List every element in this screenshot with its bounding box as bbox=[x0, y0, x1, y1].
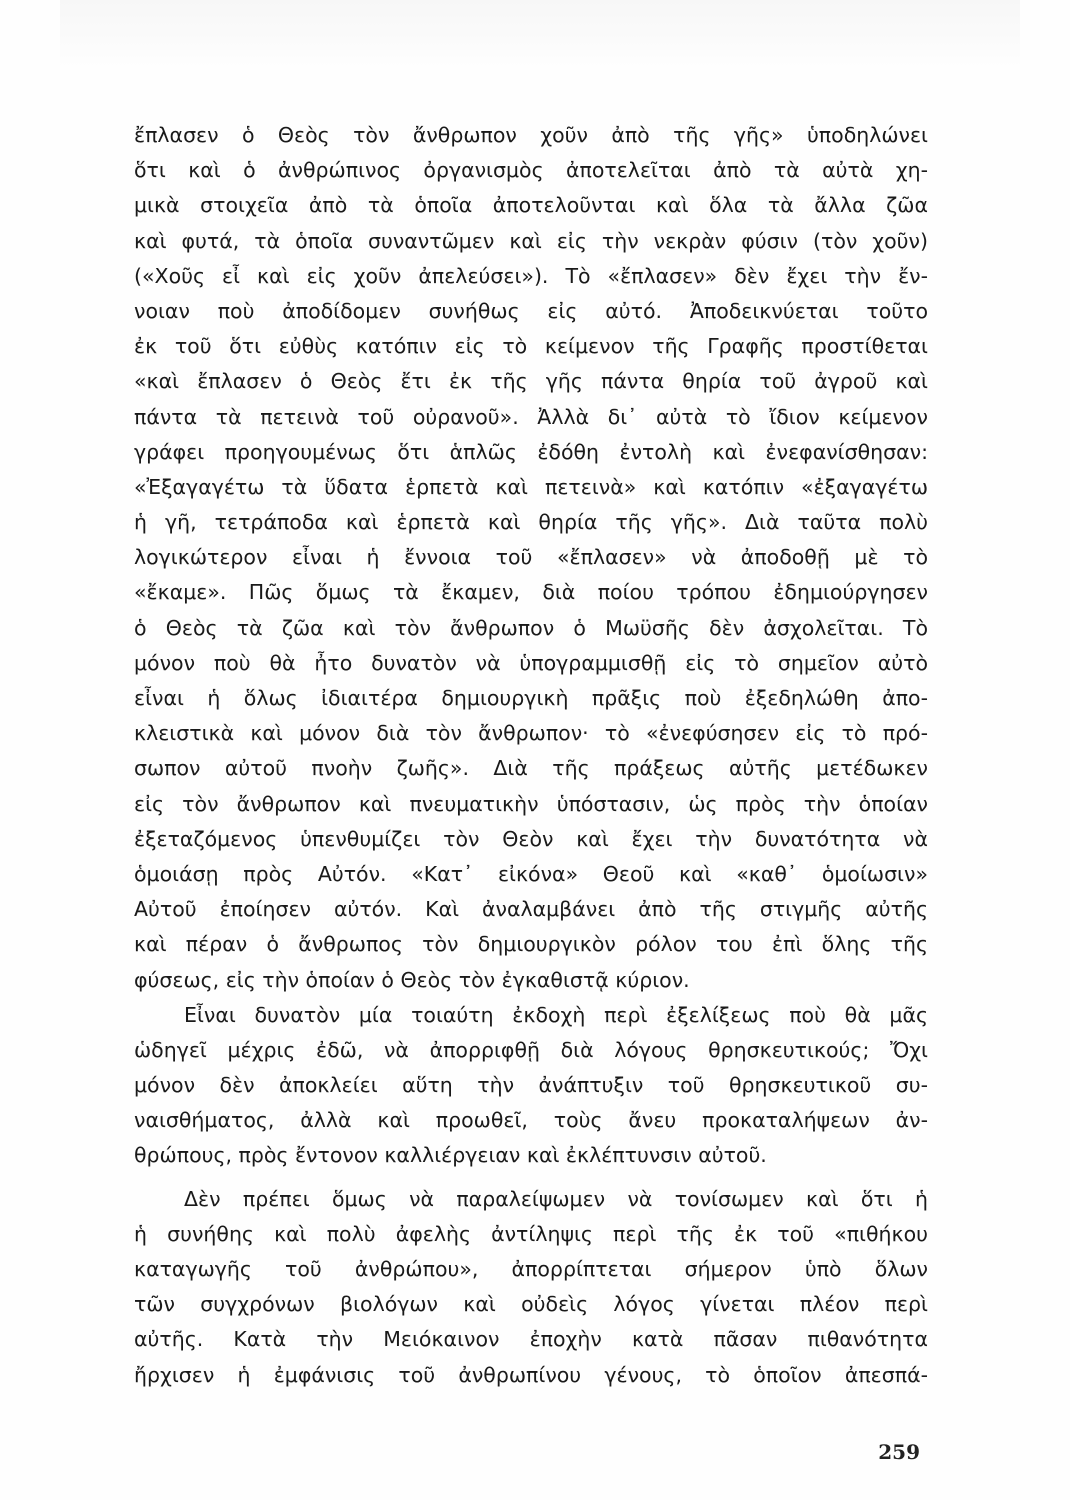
text-line: ἐξεταζόμενος ὑπενθυμίζει τὸν Θεὸν καὶ ἔχει τὴν δυνατότητα νὰ bbox=[134, 826, 928, 851]
text-line: καὶ πέραν ὁ ἄνθρωπος τὸν δημιουργικὸν ρόλον του ἐπὶ ὅλης τῆς bbox=[134, 932, 928, 957]
text-line: ὅτι καὶ ὁ ἀνθρώπινος ὀργανισμὸς ἀποτελεῖται ἀπὸ τὰ αὐτὰ χη- bbox=[134, 158, 928, 183]
text-line: μόνον ποὺ θὰ ἦτο δυνατὸν νὰ ὑπογραμμισθῇ εἰς τὸ σημεῖον αὐτὸ bbox=[134, 650, 928, 675]
page-number: 259 bbox=[878, 1440, 920, 1464]
text-line: ἡ συνήθης καὶ πολὺ ἀφελὴς ἀντίληψις περὶ τῆς ἐκ τοῦ «πιθήκου bbox=[134, 1221, 928, 1246]
text-line: «Ἐξαγαγέτω τὰ ὕδατα ἑρπετὰ καὶ πετεινὰ» καὶ κατόπιν «ἐξαγαγέτω bbox=[134, 474, 928, 499]
text-line: μικὰ στοιχεῖα ἀπὸ τὰ ὁποῖα ἀποτελοῦνται καὶ ὅλα τὰ ἄλλα ζῶα bbox=[134, 193, 928, 218]
text-line: Εἶναι δυνατὸν μία τοιαύτη ἐκδοχὴ περὶ ἐξελίξεως ποὺ θὰ μᾶς bbox=[184, 1002, 928, 1027]
text-line: ἐκ τοῦ ὅτι εὐθὺς κατόπιν εἰς τὸ κείμενον τῆς Γραφῆς προστίθεται bbox=[134, 334, 928, 359]
text-line: γράφει προηγουμένως ὅτι ἁπλῶς ἐδόθη ἐντολὴ καὶ ἐνεφανίσθησαν: bbox=[134, 439, 928, 464]
text-line: νοιαν ποὺ ἀποδίδομεν συνήθως εἰς αὐτό. Ἀποδεικνύεται τοῦτο bbox=[134, 298, 928, 323]
text-line: καὶ φυτά, τὰ ὁποῖα συναντῶμεν καὶ εἰς τὴν νεκρὰν φύσιν (τὸν χοῦν) bbox=[134, 228, 928, 253]
text-line: Αὐτοῦ ἐποίησεν αὐτόν. Καὶ ἀναλαμβάνει ἀπὸ τῆς στιγμῆς αὐτῆς bbox=[134, 897, 928, 922]
text-line: ὁμοιάσῃ πρὸς Αὐτόν. «Κατ᾽ εἰκόνα» Θεοῦ καὶ «καθ᾽ ὁμοίωσιν» bbox=[134, 861, 928, 886]
text-line: καταγωγῆς τοῦ ἀνθρώπου», ἀπορρίπτεται σήμερον ὑπὸ ὅλων bbox=[134, 1257, 928, 1281]
paragraph-2 bbox=[134, 998, 928, 1174]
text-line: εἶναι ἡ ὅλως ἰδιαιτέρα δημιουργικὴ πρᾶξις ποὺ ἐξεδηλώθη ἀπο- bbox=[134, 686, 928, 710]
text-line: φύσεως, εἰς τὴν ὁποίαν ὁ Θεὸς τὸν ἐγκαθιστᾷ κύριον. bbox=[134, 967, 690, 992]
text-line: «ἔκαμε». Πῶς ὅμως τὰ ἔκαμεν, διὰ ποίου τρόπου ἐδημιούργησεν bbox=[134, 580, 928, 605]
body-text bbox=[134, 118, 928, 1393]
text-line: αὐτῆς. Κατὰ τὴν Μειόκαινον ἐποχὴν κατὰ πᾶσαν πιθανότητα bbox=[134, 1327, 928, 1352]
text-line: ὡδηγεῖ μέχρις ἐδῶ, νὰ ἀπορριφθῇ διὰ λόγους θρησκευτικούς; Ὄχι bbox=[134, 1037, 928, 1062]
text-line: ἤρχισεν ἡ ἐμφάνισις τοῦ ἀνθρωπίνου γένους, τὸ ὁποῖον ἀπεσπά- bbox=[134, 1362, 928, 1387]
text-line: λογικώτερον εἶναι ἡ ἔννοια τοῦ «ἔπλασεν» νὰ ἀποδοθῇ μὲ τὸ bbox=[134, 545, 928, 570]
text-line: θρώπους, πρὸς ἔντονον καλλιέργειαν καὶ ἐκλέπτυνσιν αὐτοῦ. bbox=[134, 1143, 767, 1168]
text-line: ναισθήματος, ἀλλὰ καὶ προωθεῖ, τοὺς ἄνευ προκαταλήψεων ἀν- bbox=[134, 1108, 928, 1133]
show-through-shadow bbox=[60, 0, 1020, 70]
text-line: «καὶ ἔπλασεν ὁ Θεὸς ἔτι ἐκ τῆς γῆς πάντα θηρία τοῦ ἀγροῦ καὶ bbox=[134, 369, 928, 394]
paragraph-gap bbox=[134, 1174, 928, 1182]
text-line: εἰς τὸν ἄνθρωπον καὶ πνευματικὴν ὑπόστασιν, ὡς πρὸς τὴν ὁποίαν bbox=[134, 791, 928, 816]
text-line: ὁ Θεὸς τὰ ζῶα καὶ τὸν ἄνθρωπον ὁ Μωϋσῆς δὲν ἀσχολεῖται. Τὸ bbox=[134, 615, 928, 640]
text-line: τῶν συγχρόνων βιολόγων καὶ οὐδεὶς λόγος γίνεται πλέον περὶ bbox=[134, 1292, 928, 1317]
text-line: κλειστικὰ καὶ μόνον διὰ τὸν ἄνθρωπον· τὸ «ἐνεφύσησεν εἰς τὸ πρό- bbox=[134, 721, 928, 746]
text-line: μόνον δὲν ἀποκλείει αὕτη τὴν ἀνάπτυξιν τοῦ θρησκευτικοῦ συ- bbox=[134, 1073, 928, 1098]
text-line: πάντα τὰ πετεινὰ τοῦ οὐρανοῦ». Ἀλλὰ δι᾽ αὐτὰ τὸ ἴδιον κείμενον bbox=[134, 404, 928, 429]
text-line: σωπον αὐτοῦ πνοὴν ζωῆς». Διὰ τῆς πράξεως αὐτῆς μετέδωκεν bbox=[134, 756, 928, 781]
text-line: Δὲν πρέπει ὅμως νὰ παραλείψωμεν νὰ τονίσωμεν καὶ ὅτι ἡ bbox=[184, 1186, 928, 1211]
paragraph-3 bbox=[134, 1182, 928, 1393]
text-line: («Χοῦς εἶ καὶ εἰς χοῦν ἀπελεύσει»). Τὸ «ἔπλασεν» δὲν ἔχει τὴν ἔν- bbox=[134, 263, 928, 288]
text-line: ἡ γῆ, τετράποδα καὶ ἑρπετὰ καὶ θηρία τῆς γῆς». Διὰ ταῦτα πολὺ bbox=[134, 510, 928, 535]
text-line: ἔπλασεν ὁ Θεὸς τὸν ἄνθρωπον χοῦν ἀπὸ τῆς γῆς» ὑποδηλώνει bbox=[134, 123, 928, 147]
paragraph-1 bbox=[134, 118, 928, 998]
